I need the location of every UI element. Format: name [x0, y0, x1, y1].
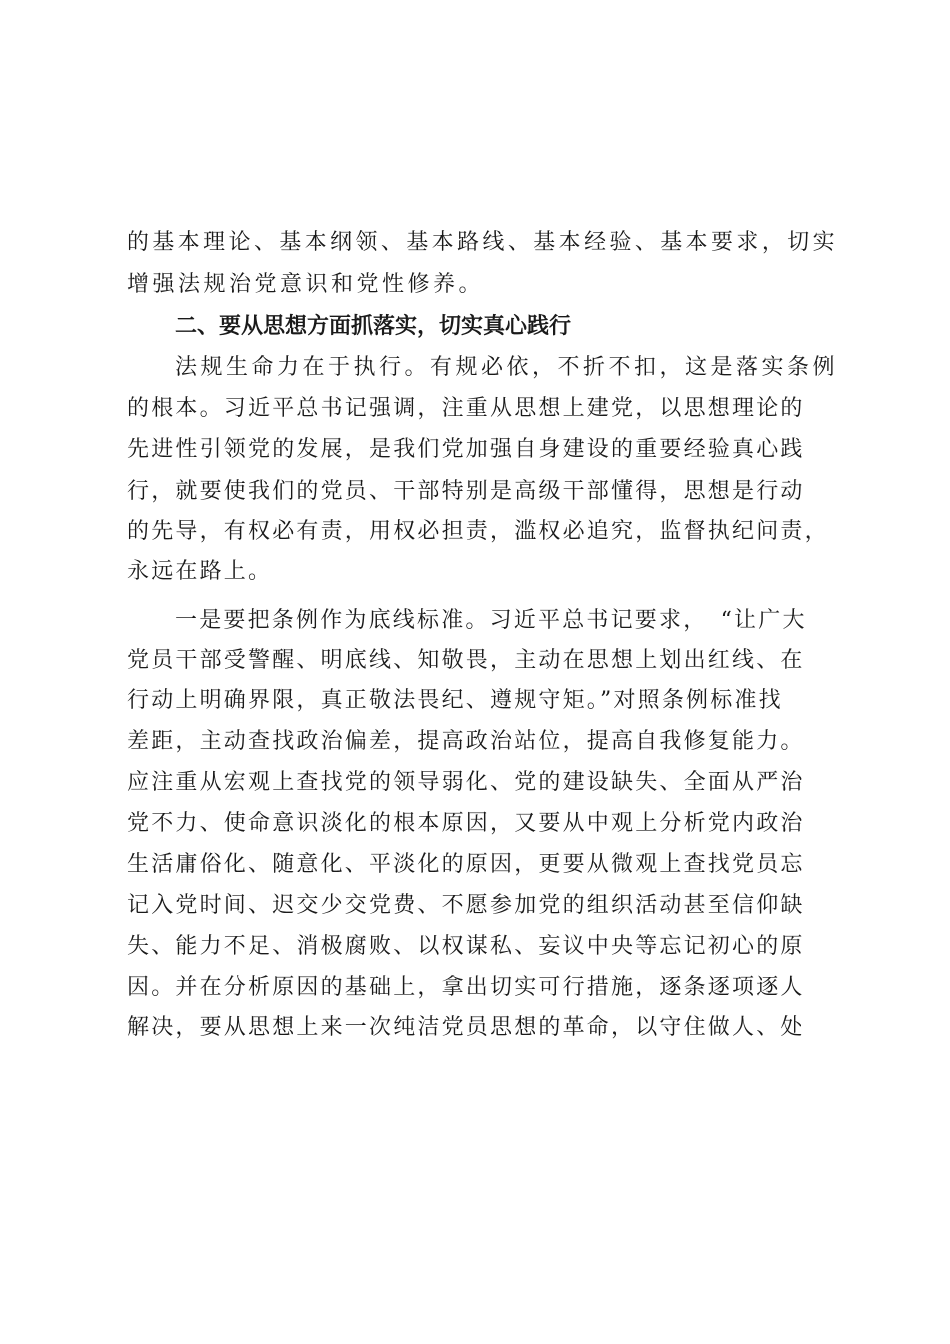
paragraph-2-line-3: 先进性引领党的发展，是我们党加强自身建设的重要经验真心践	[127, 437, 805, 462]
paragraph-3-line-2: 党员干部受警醒、明底线、知敬畏，主动在思想上划出红线、在	[127, 648, 805, 673]
paragraph-1-line-1: 的基本理论、基本纲领、基本路线、基本经验、基本要求，切实	[127, 230, 839, 255]
paragraph-3-line-10: 因。并在分析原因的基础上，拿出切实可行措施，逐条逐项逐人	[127, 975, 805, 1000]
paragraph-3-line-9: 失、能力不足、消极腐败、以权谋私、妄议中央等忘记初心的原	[127, 934, 805, 959]
paragraph-3-line-1: 一是要把条例作为底线标准。习近平总书记要求， “让广大	[175, 608, 807, 633]
section-heading: 二、要从思想方面抓落实，切实真心践行	[175, 314, 572, 339]
paragraph-3-line-7: 生活庸俗化、随意化、平淡化的原因，更要从微观上查找党员忘	[127, 852, 805, 877]
paragraph-3-line-8: 记入党时间、迟交少交党费、不愿参加党的组织活动甚至信仰缺	[127, 893, 805, 918]
paragraph-2-line-6: 永远在路上。	[127, 559, 273, 584]
paragraph-2-line-4: 行，就要使我们的党员、干部特别是高级干部懂得，思想是行动	[127, 479, 805, 504]
paragraph-3-line-5: 应注重从宏观上查找党的领导弱化、党的建设缺失、全面从严治	[127, 770, 805, 795]
paragraph-2-line-2: 的根本。习近平总书记强调，注重从思想上建党，以思想理论的	[127, 396, 805, 421]
paragraph-2-line-1: 法规生命力在于执行。有规必依，不折不扣，这是落实条例	[175, 355, 839, 380]
paragraph-3-line-4: 差距，主动查找政治偏差，提高政治站位，提高自我修复能力。	[127, 729, 805, 754]
paragraph-3-line-11: 解决，要从思想上来一次纯洁党员思想的革命，以守住做人、处	[127, 1015, 805, 1040]
paragraph-3-line-6: 党不力、使命意识淡化的根本原因，又要从中观上分析党内政治	[127, 811, 805, 836]
paragraph-3-line-3: 行动上明确界限，真正敬法畏纪、遵规守矩。”对照条例标准找	[127, 688, 783, 713]
paragraph-2-line-5: 的先导，有权必有责，用权必担责，滥权必追究，监督执纪问责，	[127, 519, 829, 544]
paragraph-1-line-2: 增强法规治党意识和党性修养。	[127, 272, 485, 297]
